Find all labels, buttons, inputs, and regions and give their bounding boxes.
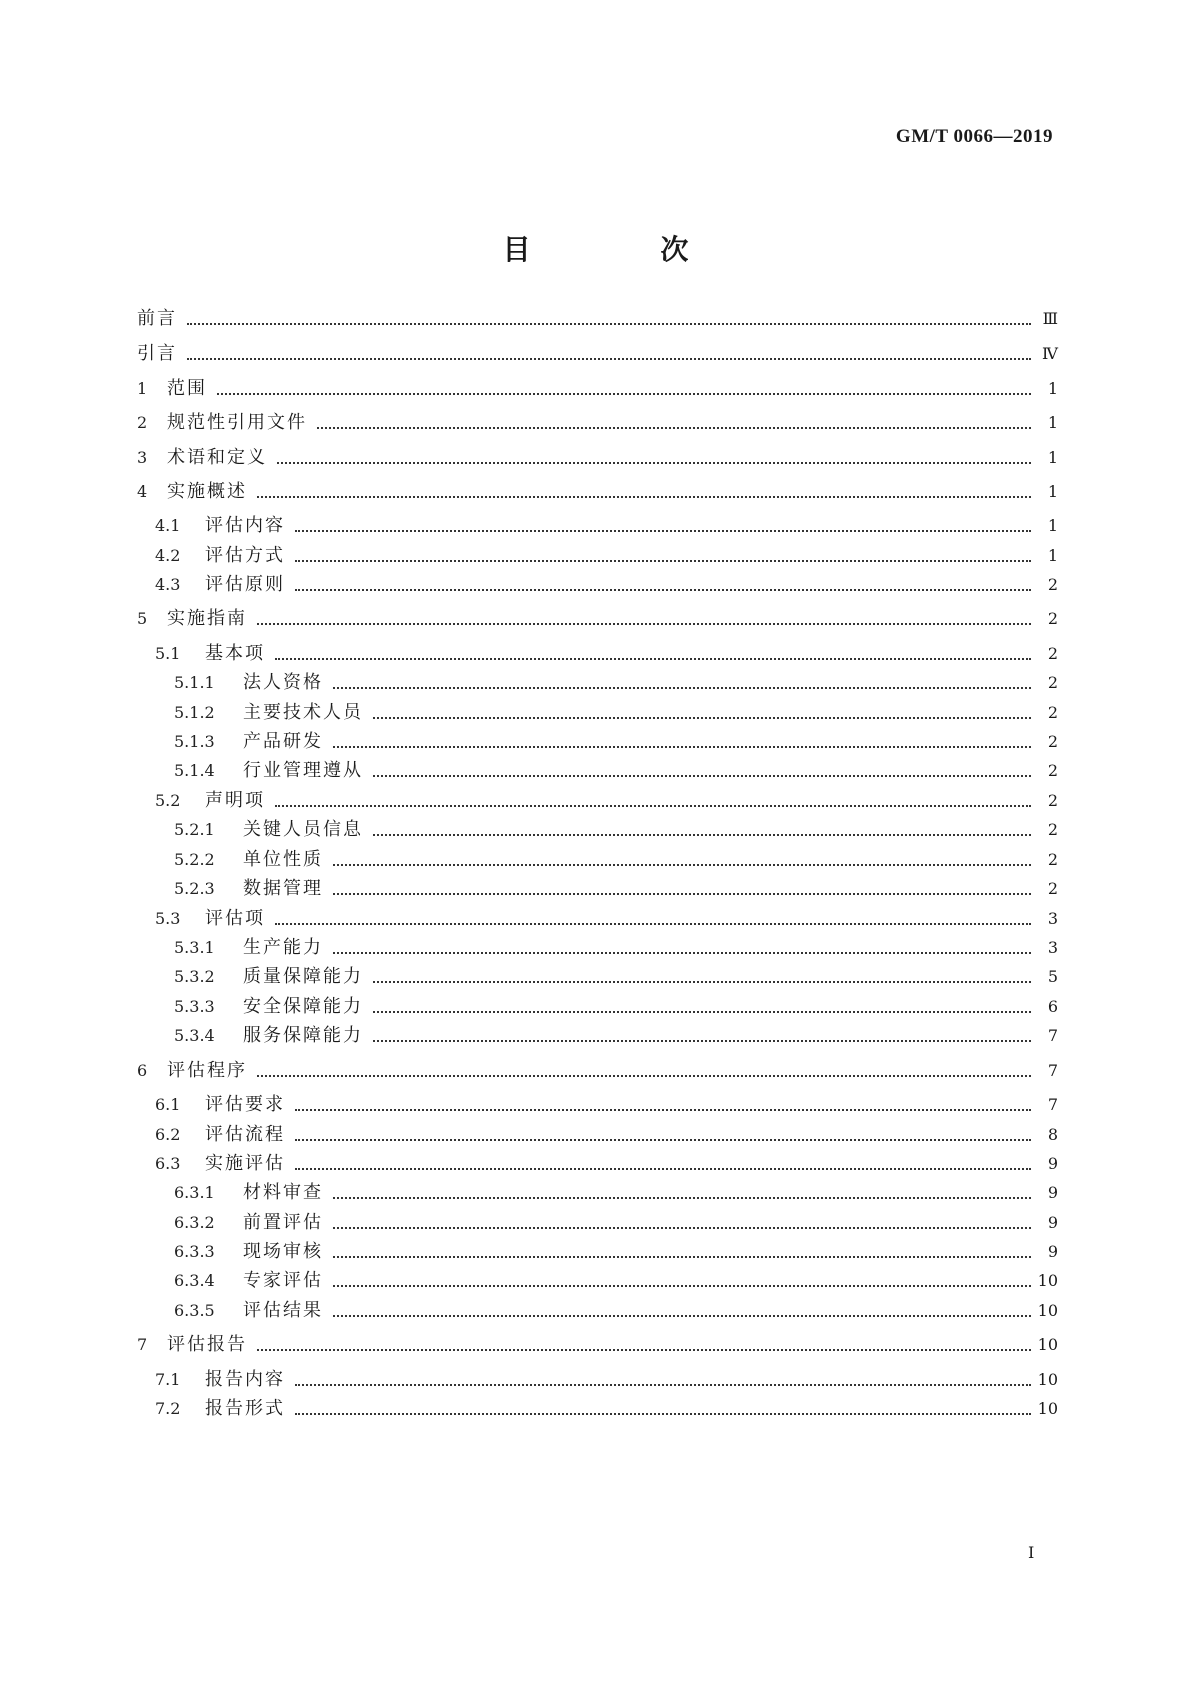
- toc-entry-number: 6.3.2: [174, 1213, 215, 1232]
- toc-leader-dots: [295, 1087, 1031, 1111]
- toc-entry-number: 6.1: [155, 1095, 181, 1114]
- toc-entry-page: 2: [1047, 673, 1058, 692]
- toc-entry-page: 1: [1047, 516, 1058, 535]
- toc-entry-number: 5.1: [155, 644, 181, 663]
- toc-entry-number: 5.3.2: [174, 967, 215, 986]
- toc-leader-dots: [295, 538, 1031, 562]
- toc-entry-page: 2: [1047, 791, 1058, 810]
- toc-entry-page: 2: [1047, 703, 1058, 722]
- toc-entry-title: 生产能力: [243, 937, 323, 958]
- toc-leader-dots: [187, 336, 1031, 360]
- toc-entry-page: 10: [1037, 1370, 1058, 1389]
- toc-entry-page: 10: [1037, 1301, 1058, 1320]
- toc-entry-title: 声明项: [205, 790, 265, 811]
- toc-leader-dots: [333, 1234, 1031, 1258]
- toc-entry-number: 7: [137, 1335, 148, 1354]
- toc-entry-page: 7: [1047, 1095, 1058, 1114]
- toc-entry-title: 规范性引用文件: [167, 412, 307, 433]
- toc-entry[interactable]: [0, 378, 1191, 408]
- toc-entry-page: 7: [1047, 1026, 1058, 1045]
- toc-entry-title: 评估项: [205, 908, 265, 929]
- toc-leader-dots: [295, 1391, 1031, 1415]
- toc-entry-title: 评估结果: [243, 1300, 323, 1321]
- toc-leader-dots: [295, 1117, 1031, 1141]
- toc-entry-title: 现场审核: [243, 1241, 323, 1262]
- toc-leader-dots: [277, 440, 1031, 464]
- toc-leader-dots: [333, 930, 1031, 954]
- toc-entry-page: Ⅲ: [1042, 309, 1058, 328]
- toc-entry-number: 5.1.2: [174, 703, 215, 722]
- toc-leader-dots: [333, 842, 1031, 866]
- toc-entry-page: 9: [1047, 1154, 1058, 1173]
- toc-entry-title: 评估内容: [205, 515, 285, 536]
- toc-leader-dots: [295, 1146, 1031, 1170]
- toc-leader-dots: [373, 695, 1031, 719]
- toc-entry-page: 1: [1047, 482, 1058, 501]
- toc-leader-dots: [333, 665, 1031, 689]
- toc-leader-dots: [373, 812, 1031, 836]
- toc-entry-title: 安全保障能力: [243, 996, 363, 1017]
- document-code: GM/T 0066—2019: [895, 126, 1053, 147]
- toc-entry-page: 7: [1047, 1061, 1058, 1080]
- toc-entry-number: 5.3.1: [174, 938, 215, 957]
- toc-entry-page: 10: [1037, 1271, 1058, 1290]
- toc-entry-number: 6.2: [155, 1125, 181, 1144]
- toc-entry[interactable]: [0, 343, 1191, 373]
- toc-entry-title: 关键人员信息: [243, 819, 363, 840]
- toc-entry[interactable]: [0, 1025, 1191, 1055]
- toc-entry[interactable]: [0, 1060, 1191, 1090]
- toc-entry-title: 实施概述: [167, 481, 247, 502]
- toc-entry-number: 5.3.4: [174, 1026, 215, 1045]
- toc-leader-dots: [257, 474, 1031, 498]
- toc-entry-number: 4.2: [155, 546, 181, 565]
- toc-entry-title: 单位性质: [243, 849, 323, 870]
- toc-leader-dots: [295, 1362, 1031, 1386]
- toc-leader-dots: [373, 1018, 1031, 1042]
- toc-entry-page: 9: [1047, 1213, 1058, 1232]
- toc-leader-dots: [257, 1053, 1031, 1077]
- toc-leader-dots: [333, 1205, 1031, 1229]
- toc-entry-page: 2: [1047, 820, 1058, 839]
- toc-leader-dots: [373, 989, 1031, 1013]
- toc-entry-page: 10: [1037, 1335, 1058, 1354]
- toc-entry-number: 5.1.1: [174, 673, 215, 692]
- toc-leader-dots: [373, 753, 1031, 777]
- toc-entry-page: 3: [1047, 938, 1058, 957]
- toc-entry-page: 2: [1047, 575, 1058, 594]
- toc-leader-dots: [257, 601, 1031, 625]
- toc-entry-title: 实施指南: [167, 608, 247, 629]
- toc-entry-title: 质量保障能力: [243, 966, 363, 987]
- toc-entry-title: 产品研发: [243, 731, 323, 752]
- toc-entry-title: 术语和定义: [167, 447, 267, 468]
- page-number: I: [1028, 1543, 1035, 1562]
- toc-leader-dots: [257, 1327, 1031, 1351]
- toc-entry-number: 6.3: [155, 1154, 181, 1173]
- toc-entry-title: 实施评估: [205, 1153, 285, 1174]
- toc-title: 目 次: [502, 233, 749, 266]
- toc-entry-title: 评估流程: [205, 1124, 285, 1145]
- toc-entry-title: 评估程序: [167, 1060, 247, 1081]
- toc-entry-page: 2: [1047, 732, 1058, 751]
- toc-entry-page: 2: [1047, 850, 1058, 869]
- toc-entry-page: 2: [1047, 761, 1058, 780]
- toc-entry-page: 6: [1047, 997, 1058, 1016]
- toc-leader-dots: [217, 371, 1031, 395]
- toc-entry-number: 6.3.4: [174, 1271, 215, 1290]
- toc-entry-title: 法人资格: [243, 672, 323, 693]
- toc-entry-title: 报告形式: [205, 1398, 285, 1419]
- toc-entry-title: 数据管理: [243, 878, 323, 899]
- toc-entry[interactable]: [0, 481, 1191, 511]
- toc-entry-number: 4.3: [155, 575, 181, 594]
- toc-entry-number: 3: [137, 448, 148, 467]
- toc-entry-title: 服务保障能力: [243, 1025, 363, 1046]
- toc-entry[interactable]: [0, 447, 1191, 477]
- toc-entry-number: 5.2: [155, 791, 181, 810]
- toc-entry-number: 7.1: [155, 1370, 181, 1389]
- toc-entry-title: 前言: [137, 308, 177, 329]
- toc-entry-number: 5.2.2: [174, 850, 215, 869]
- toc-leader-dots: [275, 783, 1031, 807]
- toc-entry[interactable]: [0, 574, 1191, 604]
- toc-entry-number: 4: [137, 482, 148, 501]
- toc-entry-number: 6.3.3: [174, 1242, 215, 1261]
- toc-leader-dots: [317, 405, 1031, 429]
- toc-leader-dots: [333, 871, 1031, 895]
- toc-entry-number: 5.3.3: [174, 997, 215, 1016]
- toc-entry-page: 10: [1037, 1399, 1058, 1418]
- toc-leader-dots: [333, 724, 1031, 748]
- toc-entry-title: 报告内容: [205, 1369, 285, 1390]
- toc-entry-number: 1: [137, 379, 148, 398]
- toc-entry-number: 2: [137, 413, 148, 432]
- toc-entry-page: 3: [1047, 909, 1058, 928]
- toc-entry-title: 基本项: [205, 643, 265, 664]
- toc-entry-number: 5.1.3: [174, 732, 215, 751]
- toc-entry-title: 引言: [137, 343, 177, 364]
- toc-entry-page: 2: [1047, 879, 1058, 898]
- toc-entry-number: 6.3.1: [174, 1183, 215, 1202]
- toc-leader-dots: [333, 1263, 1031, 1287]
- toc-entry[interactable]: [0, 1398, 1191, 1428]
- toc-leader-dots: [275, 901, 1031, 925]
- toc-entry-number: 6: [137, 1061, 148, 1080]
- toc-leader-dots: [333, 1175, 1031, 1199]
- toc-entry-page: 1: [1047, 379, 1058, 398]
- toc-leader-dots: [295, 508, 1031, 532]
- toc-leader-dots: [373, 959, 1031, 983]
- toc-entry-number: 6.3.5: [174, 1301, 215, 1320]
- toc-entry-number: 7.2: [155, 1399, 181, 1418]
- toc-entry-title: 专家评估: [243, 1270, 323, 1291]
- toc-entry[interactable]: [0, 308, 1191, 338]
- toc-entry-title: 前置评估: [243, 1212, 323, 1233]
- toc-entry-page: 1: [1047, 448, 1058, 467]
- toc-entry-page: 8: [1047, 1125, 1058, 1144]
- toc-entry-number: 5.2.1: [174, 820, 215, 839]
- toc-entry-page: 5: [1047, 967, 1058, 986]
- toc-entry-number: 5.1.4: [174, 761, 215, 780]
- toc-entry-title: 范围: [167, 378, 207, 399]
- toc-leader-dots: [275, 636, 1031, 660]
- toc-entry-page: 9: [1047, 1183, 1058, 1202]
- toc-entry-number: 5.3: [155, 909, 181, 928]
- toc-entry[interactable]: [0, 412, 1191, 442]
- toc-entry-title: 主要技术人员: [243, 702, 363, 723]
- toc-entry[interactable]: [0, 1334, 1191, 1364]
- toc-entry-title: 材料审查: [243, 1182, 323, 1203]
- toc-leader-dots: [333, 1293, 1031, 1317]
- toc-entry[interactable]: [0, 1300, 1191, 1330]
- toc-entry-title: 评估原则: [205, 574, 285, 595]
- toc-entry-title: 评估报告: [167, 1334, 247, 1355]
- toc-entry-page: 1: [1047, 546, 1058, 565]
- toc-entry-page: 1: [1047, 413, 1058, 432]
- toc-entry-title: 评估方式: [205, 545, 285, 566]
- toc-entry-page: 2: [1047, 609, 1058, 628]
- toc-entry-page: 9: [1047, 1242, 1058, 1261]
- toc-entry-page: 2: [1047, 644, 1058, 663]
- toc-entry-page: Ⅳ: [1042, 344, 1058, 363]
- toc-leader-dots: [295, 567, 1031, 591]
- toc-entry-title: 行业管理遵从: [243, 760, 363, 781]
- toc-entry-number: 5: [137, 609, 148, 628]
- toc-entry[interactable]: [0, 608, 1191, 638]
- toc-leader-dots: [187, 301, 1031, 325]
- toc-entry-number: 4.1: [155, 516, 181, 535]
- toc-entry-title: 评估要求: [205, 1094, 285, 1115]
- toc-entry-number: 5.2.3: [174, 879, 215, 898]
